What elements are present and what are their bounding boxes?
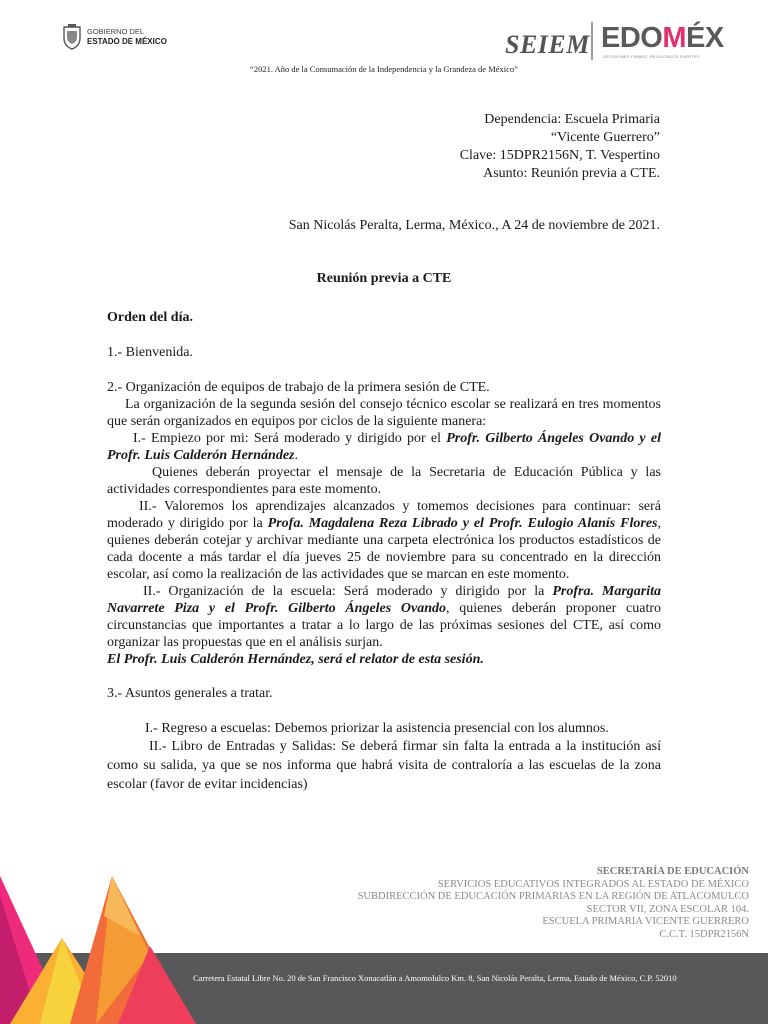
address-school: “Vicente Guerrero” (550, 130, 660, 145)
general-item-2: II.- Libro de Entradas y Salidas: Se deberá firmar sin falta la entrada a la institución así como su salida, ya que se nos informa que habrá visita de contraloría a las escuelas de la zona escolar (favor de evitar incidencias) (107, 739, 661, 792)
edomex-logo (601, 22, 724, 54)
edomex-accent: M (662, 22, 687, 54)
footer-address: Carretera Estatal Libre No. 20 de San Francisco Xonacatlán a Amomolulco Km. 8, San Nicolás Peralta, Lerma, Estado de México, C.P. 52010 (193, 973, 677, 983)
state-shield-icon (62, 24, 82, 50)
footer-sector: SECTOR VII, ZONA ESCOLAR 104. (586, 903, 749, 915)
moment-3 (107, 583, 661, 651)
agenda-item-1: 1.- Bienvenida. (107, 345, 193, 360)
document-title: Reunión previa a CTE (316, 271, 452, 286)
logo-divider (591, 22, 593, 60)
agenda-item-3-heading: 3.- Asuntos generales a tratar. (107, 686, 273, 701)
footer-servicios: SERVICIOS EDUCATIVOS INTEGRADOS AL ESTADO DE MÉXICO (437, 878, 749, 890)
moment-3-names: Profra. Margarita Navarrete Piza y el Profr. Gilberto Ángeles Ovando (107, 584, 662, 616)
gov-line1: GOBIERNO DEL (87, 27, 145, 36)
seiem-logo: SEIEM (505, 30, 590, 59)
address-block (460, 111, 660, 183)
place-date: San Nicolás Peralta, Lerma, México., A 24 de noviembre de 2021. (288, 218, 660, 233)
footer-cct: C.C.T. 15DPR2156N (659, 928, 749, 940)
agenda-heading: Orden del día. (107, 310, 193, 325)
moment-2-start: II.- Valoremos los aprendizajes alcanzados y tomemos decisiones para continuar: será moderado y dirigido por la (107, 499, 661, 531)
moment-2-end: , quienes deberán cotejar y archivar mediante una carpeta electrónica los productos estadísticos de cada docente a más tardar el día jueves 25 de noviembre para su concentrado en la dirección escolar, así como la realización de las actividades que se marcan en este momento. (107, 516, 662, 582)
moment-2-names: Profa. Magdalena Reza Librado y el Profr. Eulogio Alanís Flores (267, 516, 658, 531)
decorative-triangles-icon (0, 876, 300, 1024)
agenda-item-2-heading: 2.- Organización de equipos de trabajo de la primera sesión de CTE. (107, 380, 490, 395)
moment-1-start: I.- Empiezo por mi: Será moderado y dirigido por el (133, 431, 447, 446)
year-motto: “2021. Año de la Consumación de la Independencia y la Grandeza de México” (250, 64, 518, 74)
gov-line2: ESTADO DE MÉXICO (87, 37, 167, 46)
footer-subdireccion: SUBDIRECCIÓN DE EDUCACIÓN PRIMARIAS EN LA REGIÓN DE ATLACOMULCO (357, 891, 749, 902)
moment-3-start: II.- Organización de la escuela: Será moderado y dirigido por la (143, 584, 553, 599)
moment-1 (107, 430, 661, 464)
moment-1-names: Profr. Gilberto Ángeles Ovando y el Profr. Luis Calderón Hernández (107, 431, 661, 463)
edomex-pre: EDO (601, 22, 663, 54)
footer-secretaria: SECRETARÍA DE EDUCACIÓN (596, 866, 749, 877)
footer-institution (358, 866, 749, 941)
gobierno-logo (62, 24, 167, 50)
edomex-post: ÉX (686, 22, 724, 54)
address-clave: Clave: 15DPR2156N, T. Vespertino (459, 148, 660, 163)
moment-1-continued: Quienes deberán proyectar el mensaje de la Secretaria de Educación Pública y las actividades correspondientes para este momento. (107, 465, 661, 497)
general-item-1: I.- Regreso a escuelas: Debemos priorizar la asistencia presencial con los alumnos. (145, 721, 609, 736)
session-relator: El Profr. Luis Calderón Hernández, será el relator de esta sesión. (107, 652, 484, 667)
address-asunto: Asunto: Reunión previa a CTE. (483, 166, 660, 181)
item2-intro: La organización de la segunda sesión del consejo técnico escolar se realizará en tres momentos que serán organizados en equipos por ciclos de la siguiente manera: (107, 397, 661, 429)
address-dependencia: Dependencia: Escuela Primaria (484, 112, 660, 127)
moment-3-end: , quienes deberán proponer cuatro circunstancias que importantes a tratar a lo largo de las próximas sesiones del CTE, así como organizar las propuestas que en el análisis surjan. (107, 601, 661, 650)
moment-2 (107, 498, 661, 583)
footer-escuela: ESCUELA PRIMARIA VICENTE GUERRERO (542, 916, 749, 927)
edomex-tagline: DECISIONES FIRMES, RESULTADOS FUERTES (603, 54, 700, 59)
document-body (107, 309, 661, 794)
moment-1-end: . (294, 448, 298, 463)
